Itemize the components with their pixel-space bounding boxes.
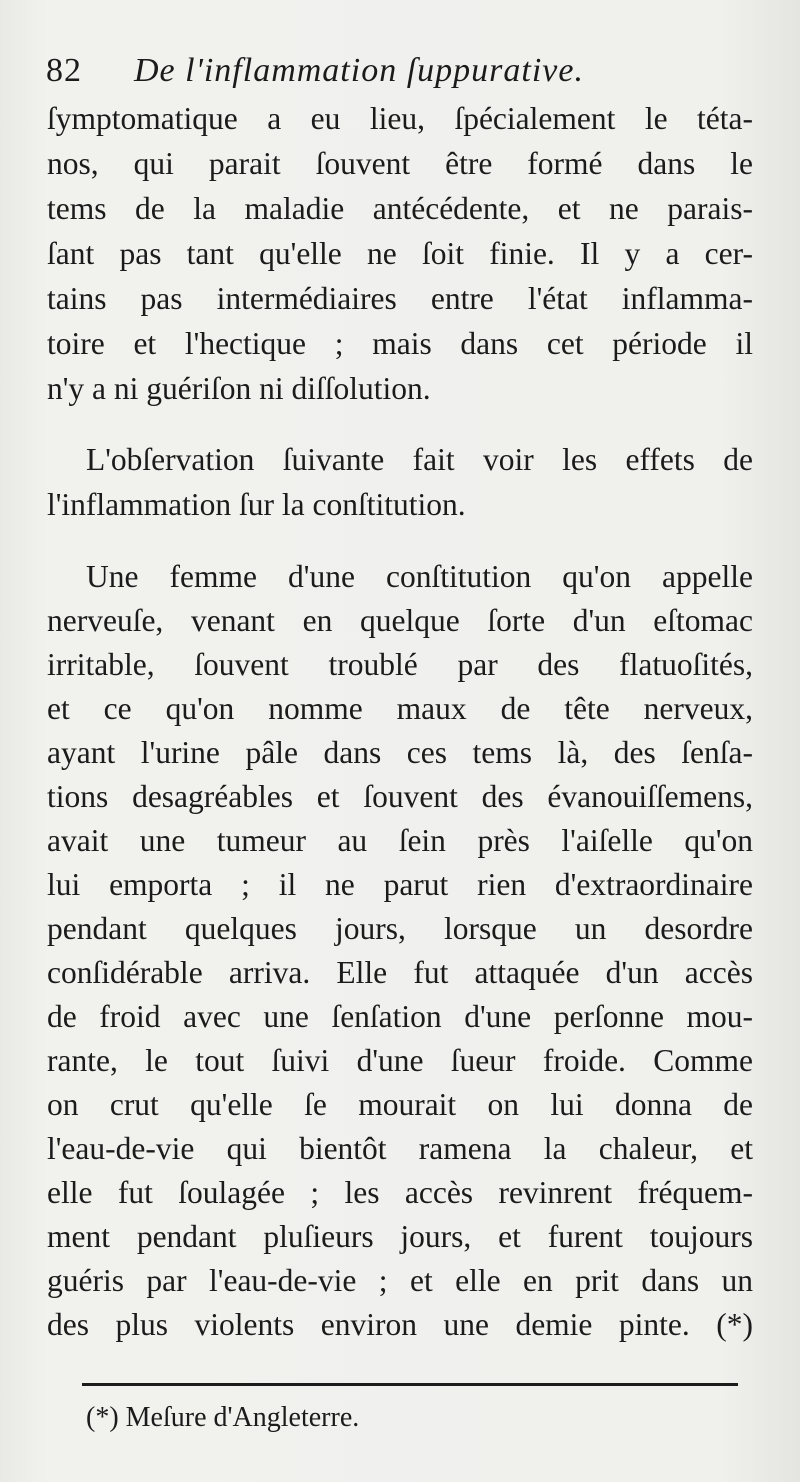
paragraph-3-line: on crut qu'elle ſe mourait on lui donna de	[47, 1087, 753, 1122]
paragraph-3-line: Une femme d'une conſtitution qu'on appelle	[86, 559, 753, 594]
paragraph-3-line: nerveuſe, venant en quelque ſorte d'un eſtomac	[47, 603, 753, 638]
page-number: 82	[46, 52, 82, 89]
paragraph-3-line: des plus violents environ une demie pinte. (*)	[47, 1307, 753, 1342]
paragraph-2-line: l'inflammation ſur la conſtitution.	[47, 487, 466, 522]
paragraph-3-line: ment pendant pluſieurs jours, et furent toujours	[47, 1219, 753, 1254]
paragraph-3-line: de froid avec une ſenſation d'une perſonne mou-	[47, 999, 753, 1034]
paragraph-1-line: n'y a ni guériſon ni diſſolution.	[47, 371, 431, 406]
paragraph-3-line: lui emporta ; il ne parut rien d'extraordinaire	[47, 867, 753, 902]
paragraph-3-line: irritable, ſouvent troublé par des flatuoſités,	[47, 647, 753, 682]
paragraph-2-line: L'obſervation ſuivante fait voir les effets de	[86, 442, 753, 477]
paragraph-3-line: guéris par l'eau-de-vie ; et elle en prit dans un	[47, 1263, 753, 1298]
paragraph-3-line: tions desagréables et ſouvent des évanouiſſemens,	[47, 779, 753, 814]
paragraph-1-line: tains pas intermédiaires entre l'état inflamma-	[47, 281, 753, 316]
paragraph-1-line: ſymptomatique a eu lieu, ſpécialement le téta-	[47, 101, 753, 136]
running-title: De l'inflammation ſuppurative.	[134, 52, 584, 89]
paragraph-3-line: et ce qu'on nomme maux de tête nerveux,	[47, 691, 753, 726]
running-header	[46, 46, 766, 96]
paragraph-3-line: conſidérable arriva. Elle fut attaquée d'un accès	[47, 955, 753, 990]
paragraph-3-line: pendant quelques jours, lorsque un desordre	[47, 911, 753, 946]
paragraph-1-line: ſant pas tant qu'elle ne ſoit finie. Il y a cer-	[47, 236, 753, 271]
paragraph-3-line: ayant l'urine pâle dans ces tems là, des ſenſa-	[47, 735, 753, 770]
paragraph-3-line: elle fut ſoulagée ; les accès revinrent fréquem-	[47, 1175, 753, 1210]
paragraph-3-line: rante, le tout ſuivi d'une ſueur froide. Comme	[47, 1043, 753, 1078]
paragraph-3-line: avait une tumeur au ſein près l'aiſelle qu'on	[47, 823, 753, 858]
paragraph-1-line: nos, qui parait ſouvent être formé dans le	[47, 146, 753, 181]
footnote-rule	[82, 1383, 738, 1386]
paragraph-1-line: toire et l'hectique ; mais dans cet période il	[47, 326, 753, 361]
footnote: (*) Meſure d'Angleterre.	[86, 1402, 360, 1433]
paragraph-3-line: l'eau-de-vie qui bientôt ramena la chaleur, et	[47, 1131, 753, 1166]
paragraph-1-line: tems de la maladie antécédente, et ne parais-	[47, 191, 753, 226]
